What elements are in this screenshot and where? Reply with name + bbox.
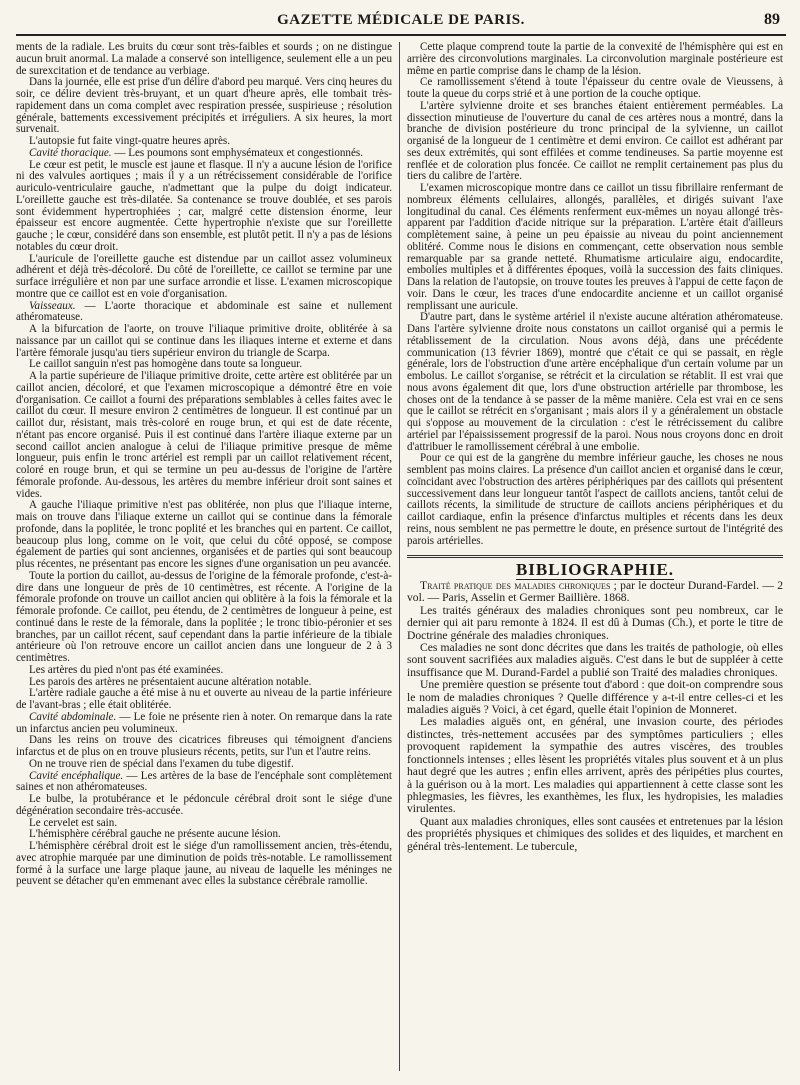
paragraph: Dans la journée, elle est prise d'un délire d'abord peu marqué. Vers cinq heures du soir, ce délire devient très-bruyant, et un quart d'heure après, elle tombait très-rapidement dans un coma complet avec respiration pressée, suspirieuse ; résolution générale, battements excessivement précipités et irréguliers. A six heures, la mort survenait. [16,76,392,136]
right-column-body [407,42,783,547]
column-divider [399,42,400,1071]
journal-title: GAZETTE MÉDICALE DE PARIS. [277,12,525,28]
bibliography-paragraph: Quant aux maladies chroniques, elles sont causées et entretenues par la lésion des propriétés physiques et chimiques des solides et des liquides, et marchent en général très-lentement. Le tubercule, [407,814,783,853]
section-paragraph [16,148,392,160]
right-column [407,42,783,1071]
bibliography-section [407,560,783,853]
paragraph: L'auricule de l'oreillette gauche est distendue par un caillot assez volumineux adhérent et déjà très-décoloré. Du côté de l'oreillette, ce caillot se termine par une surface irrégulière et non par une surface arrondie et lisse. L'examen microscopique montre que ce caillot est en voie d'organisation. [16,252,392,300]
paragraph: L'autopsie fut faite vingt-quatre heures après. [29,135,230,147]
paragraph: L'artère sylvienne droite et ses branches étaient entièrement perméables. La dissection minutieuse de l'ouverture du canal de ces artères nous a montré, dans la branche de division postérieure du tronc principal de la sylvienne, un caillot organisé de la longueur de 1 centimètre et demi environ. Ce caillot est adhérant par ses deux extrémités, qui sont effilées et comme tendineuses. Sa partie moyenne est renflée et de coloration plus foncée. Ce caillot ne remplit certainement pas plus du tiers du calibre de l'artère. [407,99,783,183]
section-label: Cavité abdominale. [29,710,117,723]
paragraph: Dans les reins on trouve des cicatrices fibreuses qui témoignent d'anciens infarctus et de plus on en trouve plusieurs récents, petits, sur l'un et l'autre reins. [16,734,392,758]
bibliography-paragraph: Une première question se présente tout d'abord : que doit-on comprendre sous le nom de maladies chroniques ? Quelle différence y a-t-il entre celles-ci et les maladies aiguës ? Voici, à cet égard, quelle était l'opinion de Monneret. [407,678,783,717]
section-label: Vaisseaux. [29,299,76,312]
page-header [16,8,786,36]
book-details: ; par le docteur Durand-Fardel. — 2 vol. — Paris, Asselin et Germer Baillière. 1868. [407,579,783,605]
paragraph: L'hémisphère cérébral gauche ne présente aucune lésion. [29,828,281,841]
section-label: Cavité thoracique. [29,146,112,159]
section-text: — Les artères de la base de l'encéphale sont complètement saines et non athéromateuses. [16,769,392,794]
section-paragraph [16,771,392,795]
section-text: — Le foie ne présente rien à noter. On remarque dans la rate un infarctus ancien peu volumineux. [16,710,392,735]
bibliography-paragraph: Les maladies aiguës ont, en général, une invasion courte, des périodes distinctes, très-nettement accusées par des symptômes particuliers ; elles provoquent rapidement la sympathie des autres viscères, des troubles fonctionnels intenses ; elles lèsent les propriétés vitales plus souvent et à un plus haut degré que les autres ; enfin elles arrivent, après des péripéties plus courtes, à la guérison ou à la mort. Les maladies qui appartiennent à cette classe sont les phlegmasies, les fièvres, les exanthèmes, les flux, les hydropisies, les maladies virulentes. [407,715,783,816]
section-text: — Les poumons sont emphysémateux et congestionnés. [111,146,363,159]
paragraph: Le cervelet est sain. [29,816,118,829]
text-columns [16,42,786,1071]
paragraph: L'examen microscopique montre dans ce caillot un tissu fibrillaire renfermant de nombreux éléments cellulaires, allongés, parallèles, et dirigés suivant l'axe longitudinal du canal. Ces éléments renferment eux-mêmes un noyau allongé très-apparent par l'addition d'acide nitrique sur la préparation. L'artère était d'ailleurs complètement saine, à peine un peu épaissie au niveau du point anciennement oblitéré. Comme nous le disions en commençant, cette observation nous semble remarquable par sa grande netteté. Rhumatisme articulaire aigu, endocardite, embolies multiples et à différentes époques, voilà la succession des faits cliniques. Dans la relation de l'autopsie, on trouve toutes les preuves à l'appui de cette façon de voir. Dans le cœur, les traces d'une endocardite ancienne et un caillot organisé remplissant une auricule. [407,182,783,312]
left-column [16,42,392,1071]
bibliography-body [407,605,783,853]
paragraph: ments de la radiale. Les bruits du cœur sont très-faibles et sourds ; on ne distingue aucun bruit anormal. La malade a conservé son intelligence, seulement elle a un peu de surexcitation et de tendance au verbiage. [16,42,392,77]
bibliography-heading: BIBLIOGRAPHIE. [515,560,675,580]
bibliography-paragraph: Les traités généraux des maladies chroniques sont peu nombreux, car le dernier qui ait paru remonte à 1824. Il est dû à Dumas (Ch.), et porte le titre de Doctrine générale des maladies chroniques. [407,603,783,642]
section-label: Cavité encéphalique. [29,769,124,782]
paragraph: Le caillot sanguin n'est pas homogène dans toute sa longueur. [29,358,303,371]
book-reference [407,580,783,605]
paragraph: Le cœur est petit, le muscle est jaune et flasque. Il n'y a aucune lésion de l'orifice ni des valvules aortiques ; mais il y a un rétrécissement considérable de l'orifice auriculo-ventriculaire gauche, n'admettant que la pulpe du doigt indicateur. L'oreillette gauche est très-dilatée. Sa contenance se trouve doublée, et ses parois sont évidemment hypertrophiées ; car, malgré cette distension énorme, leur épaisseur est encore augmentée. Cette hypertrophie n'existe que sur l'oreillette gauche ; le cœur, considéré dans son ensemble, est plutôt petit. Il n'y a pas de lésions notables du cœur droit. [16,158,392,253]
paragraph: D'autre part, dans le système artériel il n'existe aucune altération athéromateuse. Dans l'artère sylvienne droite nous constatons un caillot organisé qui a permis le rétablissement de la circulation. Nous avons déjà, dans une précédente communication (13 février 1869), montré que c'était ce qui se passait, en règle générale, lors de l'obstruction d'une artère encéphalique d'un certain volume par un embolus. Le caillot s'organise, se rétrécit et la circulation se rétablit. Il est vrai que nous avons également dit que, lors d'une obstruction artérielle par thrombose, les choses ont de la tendance à se passer de la même manière. Cela est vrai en ce sens que le caillot se rétrécit en s'organisant ; mais alors il y a généralement un obstacle qui s'oppose au mouvement de la circulation : c'est le rétrécissement du calibre artériel par l'épaississement progressif de la paroi. Nous nous croyons donc en droit d'attribuer le ramollissement cérébral à une embolie. [407,311,783,453]
paragraph: A gauche l'iliaque primitive n'est pas oblitérée, non plus que l'iliaque interne, mais on trouve dans l'iliaque externe un caillot qui se continue dans la fémorale profonde, dans la poplitée, le tronc poplité et les branches qui en partent. Ce caillot, beaucoup plus long, comme on le voit, que celui du côté opposé, se compose également de parties qui sont anciennes, organisées et de parties qui sont beaucoup plus récentes, ne présentant pas encore les signes d'une organisation un peu avancée. [16,499,392,570]
paragraph: L'hémisphère cérébral droit est le siége d'un ramollissement ancien, très-étendu, avec atrophie marquée par une diminution de poids très-notable. Le ramollissement formé à la surface une large plaque jaune, au niveau de laquelle les méninges ne peuvent se détacher qu'en emmenant avec elles la substance cérébrale ramollie. [16,840,392,888]
book-title: Traité pratique des maladies chroniques [420,579,611,592]
paragraph: A la bifurcation de l'aorte, on trouve l'iliaque primitive droite, oblitérée à sa naissance par un caillot qui se continue dans les iliaques interne et externe et dans l'artère fémorale jusqu'au tiers supérieur environ du triangle de Scarpa. [16,323,392,359]
paragraph: A la partie supérieure de l'iliaque primitive droite, cette artère est oblitérée par un caillot ancien, décoloré, et que l'examen microscopique a démontré être en voie d'organisation. Ce caillot a fourni des préparations semblables à celles faites avec le caillot du cœur. Il mesure environ 2 centimètres de longueur. Il est continué par un caillot dur, résistant, mais très-coloré en rouge brun, et qui est de date récente, n'étant pas encore organisé. Puis il est continué dans l'artère iliaque externe par un second caillot ancien analogue à celui de l'iliaque primitive presque de même longueur, puis enfin le tronc artériel est rempli par un caillot relativement récent, coloré en rouge brun, et qui se termine un peu au-dessus de l'origine de l'artère fémorale profonde. Au-dessous, les artères du membre inférieur droit sont saines et vides. [16,370,392,500]
section-text: — L'aorte thoracique et abdominale est saine et nullement athéromateuse. [16,299,392,324]
paragraph: On ne trouve rien de spécial dans l'examen du tube digestif. [29,757,294,770]
paragraph: Pour ce qui est de la gangrène du membre inférieur gauche, les choses ne nous semblent pas moins claires. La présence d'un caillot ancien et organisé dans le cœur, coïncidant avec l'obstruction des artères périphériques par des caillots qui présentent successivement dans leur longueur tantôt l'aspect de caillots anciens, tantôt celui de caillots récents, la similitude de structure de caillots anciens périphériques et du caillot cardiaque, enfin la présence d'infarctus multiples et récents dans les deux reins, nous semblent ne pas permettre le doute, en présence surtout de l'intégrité des parois artérielles. [407,452,783,547]
bibliography-paragraph: Ces maladies ne sont donc décrites que dans les traités de pathologie, où elles sont souvent sacrifiées aux maladies aiguës. C'est dans le but de suppléer à cette insuffisance que M. Durand-Fardel a publié son Traité des maladies chroniques. [407,641,783,679]
section-paragraph [16,712,392,736]
paragraph: Cette plaque comprend toute la partie de la convexité de l'hémisphère qui est en arrière des circonvolutions marginales. La circonvolution marginale postérieure est même en partie comprise dans le champ de la lésion. [407,42,783,77]
paragraph: L'artère radiale gauche a été mise à nu et ouverte au niveau de la partie inférieure de l'avant-bras ; elle était oblitérée. [16,687,392,711]
paragraph: Les artères du pied n'ont pas été examinées. [29,663,224,676]
paragraph: Les parois des artères ne présentaient aucune altération notable. [29,675,312,688]
paragraph: Le bulbe, la protubérance et le pédoncule cérébral droit sont le siége d'une dégénération secondaire très-accusée. [16,793,392,817]
paragraph: Toute la portion du caillot, au-dessus de l'origine de la fémorale profonde, c'est-à-dire dans une longueur de près de 10 centimètres, est récente. A l'origine de la fémorale profonde on trouve un caillot ancien qui oblitère à la fois la fémorale et la fémorale profonde. Ce caillot, peu étendu, de 2 centimètres de longueur à peine, est continué dans le reste de la fémorale, dans la poplitée ; le tronc tibio-péronier et ses branches, par un caillot récent, sauf cependant dans la partie inférieure de la tibiale antérieure où l'on retrouve encore un caillot ancien dans une longueur de 2 à 3 centimètres. [16,569,392,664]
page-number: 89 [764,11,780,28]
section-separator [407,555,783,558]
paragraph: Ce ramollissement s'étend à toute l'épaisseur du centre ovale de Vieussens, à toute la queue du corps strié et à une portion de la couche optique. [407,76,783,100]
section-paragraph [16,301,392,325]
